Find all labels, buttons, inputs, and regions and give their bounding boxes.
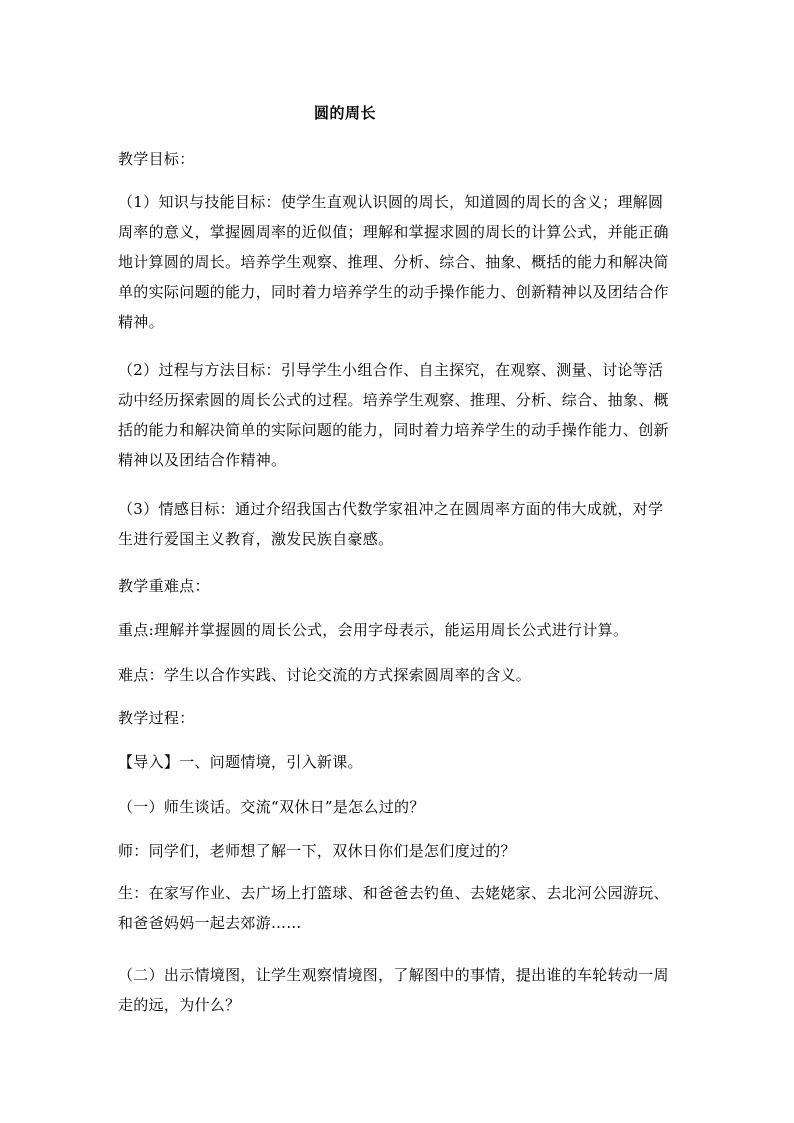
step-two-paragraph: （二）出示情境图，让学生观察情境图，了解图中的事情，提出谁的车轮转动一周走的远，为什么？ <box>118 966 669 1014</box>
intro-paragraph: 【导入】一、问题情境，引入新课。 <box>118 753 363 771</box>
student-line-paragraph: 生：在家写作业、去广场上打篮球、和爸爸去钓鱼、去姥姥家、去北河公园游玩、和爸爸妈妈一起去郊游…… <box>118 884 669 932</box>
goal-process-methods-paragraph: （2）过程与方法目标：引导学生小组合作、自主探究，在观察、测量、讨论等活动中经历探索圆的周长公式的过程。培养学生观察、推理、分析、综合、抽象、概括的能力和解决简单的实际问题的能力，同时着力培养学生的动手操作能力、创新精神以及团结合作精神。 <box>118 361 669 469</box>
goal-emotion-paragraph: （3）情感目标：通过介绍我国古代数学家祖冲之在圆周率方面的伟大成就，对学生进行爱国主义教育，激发民族自豪感。 <box>118 500 664 548</box>
teaching-goals-heading: 教学目标： <box>118 150 195 168</box>
key-points-heading: 教学重难点： <box>118 577 210 595</box>
key-point-paragraph: 重点:理解并掌握圆的周长公式，会用字母表示，能运用周长公式进行计算。 <box>118 621 629 639</box>
teaching-process-heading: 教学过程： <box>118 709 195 727</box>
teacher-line-paragraph: 师：同学们，老师想了解一下，双休日你们是怎们度过的？ <box>118 842 516 860</box>
goal-knowledge-skills-paragraph: （1）知识与技能目标：使学生直观认识圆的周长，知道圆的周长的含义；理解圆周率的意义，掌握圆周率的近似值；理解和掌握求圆的周长的计算公式，并能正确地计算圆的周长。培养学生观察、推理、分析、综合、抽象、概括的能力和解决简单的实际问题的能力，同时着力培养学生的动手操作能力、创新精神以及团结合作精神。 <box>118 193 669 331</box>
step-one-paragraph: （一）师生谈话。交流“双休日”是怎么过的？ <box>118 798 425 816</box>
difficult-point-paragraph: 难点：学生以合作实践、讨论交流的方式探索圆周率的含义。 <box>118 666 532 684</box>
document-title: 圆的周长 <box>314 104 377 122</box>
